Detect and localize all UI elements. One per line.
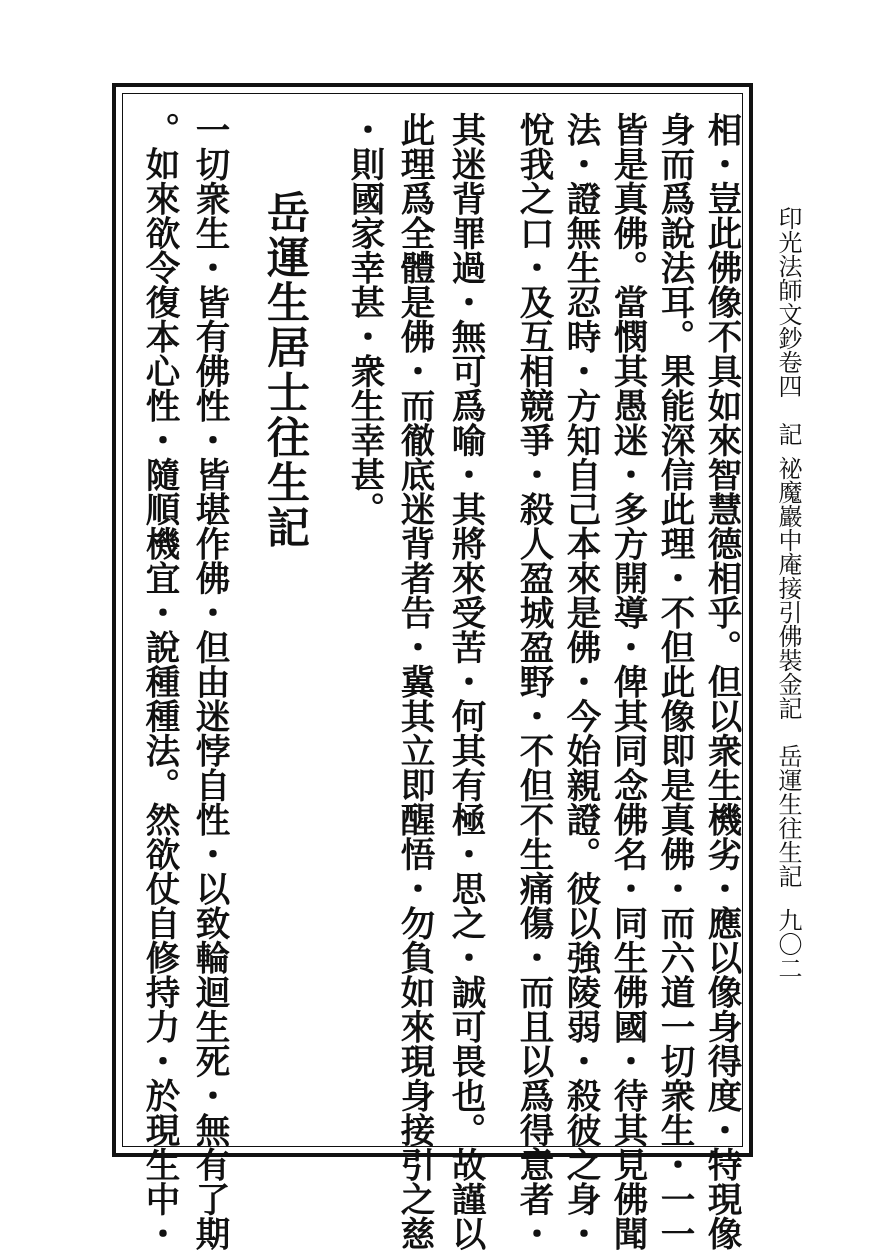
text-column-5: 悅我之口・及互相競爭・殺人盈城盈野・不但不生痛傷・而且以爲得意者・ <box>513 112 553 1251</box>
text-column-3: 皆是真佛。當憫其愚迷・多方開導・俾其同念佛名・同生佛國・待其見佛聞 <box>607 112 647 1251</box>
text-column-10: 。如來欲令復本心性・隨順機宜・說種種法。然欲仗自修持力・於現生中・ <box>139 112 179 1251</box>
text-column-6: 其迷背罪過・無可爲喻・其將來受苦・何其有極・思之・誠可畏也。故謹以 <box>445 112 485 1251</box>
running-head-book: 印光法師文鈔卷四 記 <box>774 206 802 446</box>
text-column-7: 此理爲全體是佛・而徹底迷背者告・冀其立即醒悟・勿負如來現身接引之慈 <box>394 112 434 1251</box>
text-column-8: ・則國家幸甚・衆生幸甚。 <box>344 112 384 526</box>
article-title: 岳運生居士往生記 <box>260 190 310 550</box>
text-column-1: 相・豈此佛像不具如來智慧德相乎。但以衆生機劣・應以像身得度・特現像 <box>701 112 741 1251</box>
text-column-2: 身而爲說法耳。果能深信此理・不但此像即是真佛・而六道一切衆生・一一 <box>654 112 694 1251</box>
text-column-4: 法・證無生忍時・方知自己本來是佛・今始親證。彼以強陵弱・殺彼之身・ <box>560 112 600 1251</box>
text-column-9: 一切衆生・皆有佛性・皆堪作佛・但由迷悖自性・以致輪迴生死・無有了期 <box>189 112 229 1251</box>
running-head-section: 祕魔巖中庵接引佛裝金記 岳運生往生記 <box>774 456 802 888</box>
page-number: 九〇二 <box>774 908 802 980</box>
